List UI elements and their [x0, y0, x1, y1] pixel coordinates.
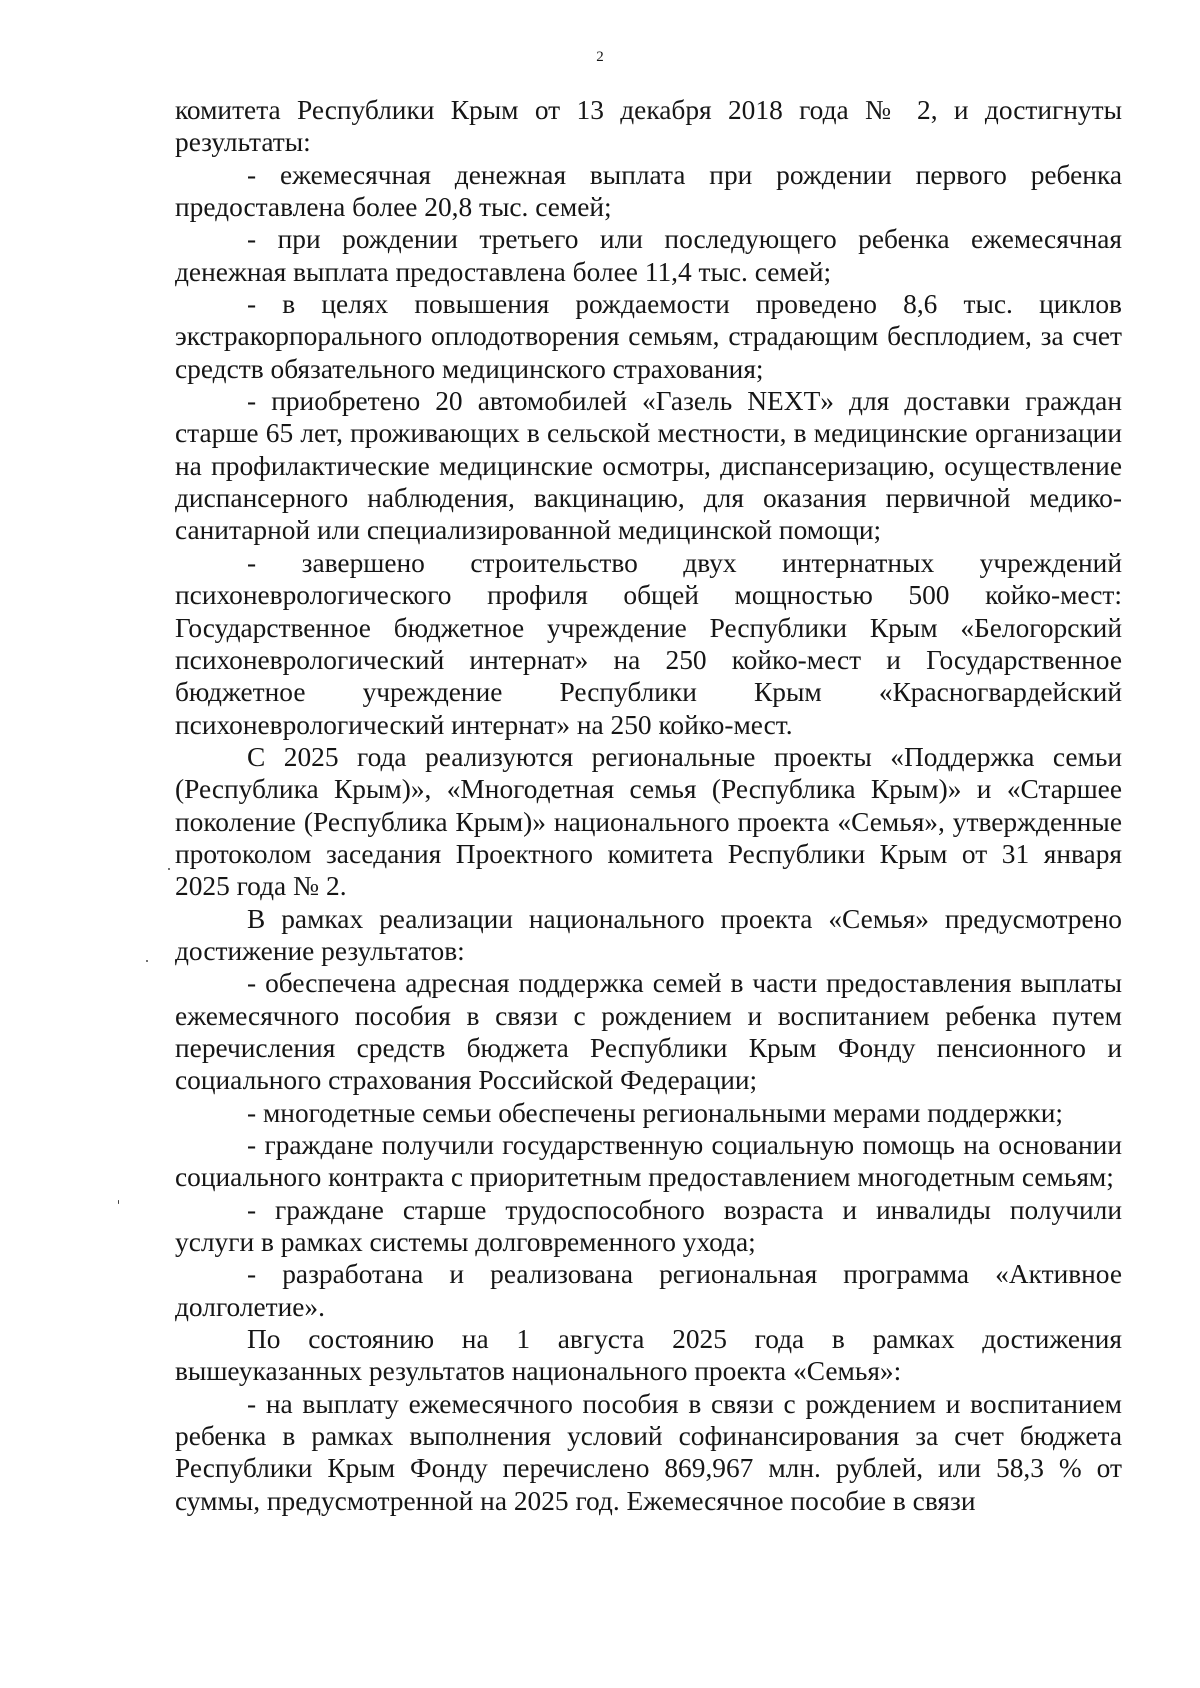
list-item-social-contract: - граждане получили государственную социальную помощь на основании социального контракта с приоритетным предоставлением многодетным семьям; [175, 1130, 1122, 1193]
document-body [175, 94, 1122, 1517]
list-item-third-child-payment: - при рождении третьего или последующего ребенка ежемесячная денежная выплата предоставлена более 11,4 тыс. семей; [175, 224, 1122, 287]
paragraph-regional-projects: С 2025 года реализуются региональные проекты «Поддержка семьи (Республика Крым)», «Многодетная семья (Республика Крым)» и «Старшее поколение (Республика Крым)» национального проекта «Семья», утвержденные протоколом заседания Проектного комитета Республики Крым от 31 января 2025 года № 2. [175, 741, 1122, 902]
list-item-monthly-allowance: - на выплату ежемесячного пособия в связи с рождением и воспитанием ребенка в рамках выполнения условий софинансирования за счет бюджета Республики Крым Фонду перечислено 869,967 млн. рублей, или 58,3 % от суммы, предусмотренной на 2025 год. Ежемесячное пособие в связи [175, 1388, 1122, 1516]
list-item-boarding-schools: - завершено строительство двух интернатных учреждений психоневрологического профиля общей мощностью 500 койко-мест: Государственное бюджетное учреждение Республики Крым «Белогорский психоневрологический интернат» на 250 койко-мест и Государственное бюджетное учреждение Республики Крым «Красногвардейский психоневрологический интернат» на 250 койко-мест. [175, 547, 1122, 740]
list-item-long-term-care: - граждане старше трудоспособного возраста и инвалиды получили услуги в рамках системы долговременного ухода; [175, 1194, 1122, 1258]
list-item-large-families: - многодетные семьи обеспечены региональными мерами поддержки; [247, 1097, 1063, 1128]
page-number: 2 [596, 49, 604, 65]
paragraph-continuation: комитета Республики Крым от 13 декабря 2018 года № 2, и достигнуты результаты: [175, 95, 1122, 158]
paragraph-status-august: По состоянию на 1 августа 2025 года в рамках достижения вышеуказанных результатов национального проекта «Семья»: [175, 1324, 1122, 1387]
list-item-first-child-payment: - ежемесячная денежная выплата при рождении первого ребенка предоставлена более 20,8 тыс. семей; [175, 159, 1122, 223]
list-item-ivf-cycles: - в целях повышения рождаемости проведено 8,6 тыс. циклов экстракорпорального оплодотворения семьям, страдающим бесплодием, за счет средств обязательного медицинского страхования; [175, 289, 1122, 384]
scan-speck [168, 868, 170, 870]
scan-speck [146, 960, 148, 962]
list-item-vehicles: - приобретено 20 автомобилей «Газель NEXT» для доставки граждан старше 65 лет, проживающих в сельской местности, в медицинские организации на профилактические медицинские осмотры, диспансеризацию, осуществление диспансерного наблюдения, вакцинацию, для оказания первичной медико-санитарной или специализированной медицинской помощи; [175, 386, 1122, 546]
scan-speck [118, 1200, 119, 1204]
list-item-active-longevity: - разработана и реализована региональная программа «Активное долголетие». [175, 1259, 1122, 1322]
paragraph-expected-results: В рамках реализации национального проекта «Семья» предусмотрено достижение результатов: [175, 903, 1122, 966]
list-item-targeted-support: - обеспечена адресная поддержка семей в части предоставления выплаты ежемесячного пособия в связи с рождением и воспитанием ребенка путем перечисления средств бюджета Республики Крым Фонду пенсионного и социального страхования Российской Федерации; [175, 968, 1122, 1096]
